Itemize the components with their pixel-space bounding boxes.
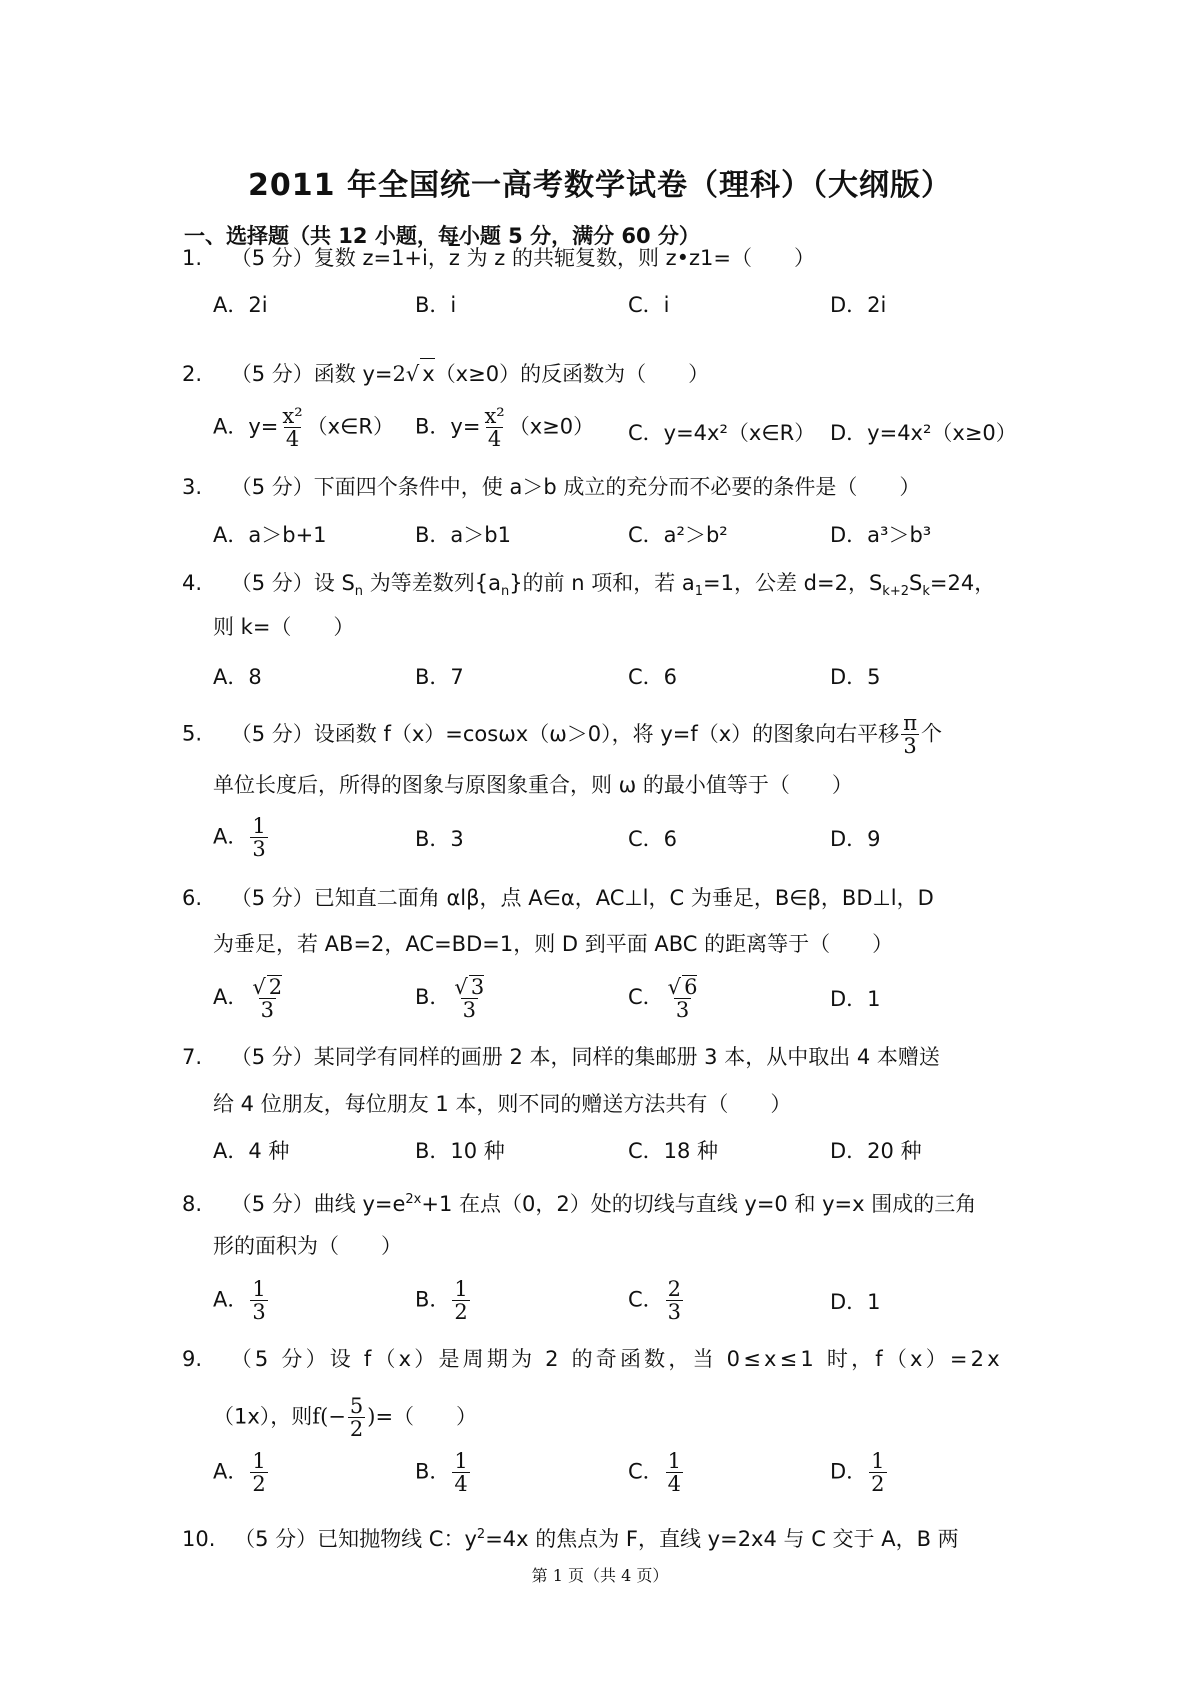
option-b: B．a＞b﻿1: [415, 523, 511, 547]
option-d: D． $\frac{1}{2}$: [830, 1449, 885, 1496]
option-a: A．8: [213, 665, 262, 689]
fraction: $\frac{√ 3}{3}$: [454, 975, 485, 1022]
fraction: $\frac{1}{3}$: [252, 814, 266, 861]
question-number: 3.: [182, 475, 203, 499]
question-number: 7.: [182, 1045, 203, 1069]
question-text: （5 分）已知直二面角 α﻿l﻿β，点 A∈α，AC⊥l，C 为垂足，B∈β，BD⊥l，D: [230, 886, 934, 910]
option-a: A． $\frac{√ 2}{3}$: [213, 975, 283, 1022]
option-a: A．a＞b+1: [213, 523, 327, 547]
question-number: 2.: [182, 362, 203, 386]
fraction: $\frac{\text{x²}}{4}$: [282, 404, 303, 451]
option-a: A．﻿ $\frac{1}{2}$: [213, 1449, 266, 1496]
question-text: （5 分）设函数 f（x）=cosωx（ω＞0），将 y=f（x）的图象向右平移: [230, 721, 900, 746]
question-text: （5 分）某同学有同样的画册 2 本，同样的集邮册 3 本，从中取出 4 本赠送: [230, 1045, 940, 1069]
fraction: $\frac{1}{2}$: [871, 1449, 885, 1496]
question-8: 8. （5 分）曲线 y=e﻿$^{2x}$+1 在点（0，2）处的切线与直线 y=0 和 y=x 围成的三角: [182, 1192, 977, 1216]
option-c: C．6: [628, 827, 678, 851]
option-d: D．1: [830, 1290, 881, 1314]
option-d: D．y=4x²（x≥0）: [830, 421, 1017, 445]
option-b: B．10 种: [415, 1139, 505, 1163]
question-3: [182, 472, 920, 502]
question-number: 9.: [182, 1347, 203, 1371]
option-d: D．20 种: [830, 1139, 922, 1163]
question-number: 10.: [182, 1527, 216, 1551]
fraction: $\frac{1}{4}$: [667, 1449, 682, 1496]
sqrt-coef: 2: [392, 362, 406, 386]
option-a: A． $\frac{1}{3}$: [213, 1277, 266, 1324]
question-text: （1﻿x），则f(− $\frac{5}{2}$ )=（ ）: [213, 1394, 478, 1441]
option-c: C．y=4x²（x∈R）: [628, 421, 816, 445]
question-number: 1.: [182, 246, 203, 270]
option-d: D．2i: [830, 293, 887, 317]
question-text: （5 分）设 f（x）是周期为 2 的奇函数，当 0≤x≤1 时，f（x）=2x: [230, 1347, 1003, 1371]
option-d: D．a³＞b³: [830, 523, 932, 547]
option-b: B．﻿i: [415, 293, 457, 317]
page-footer: 第 1 页（共 4 页）: [531, 1566, 669, 1585]
question-text: （5 分）下面四个条件中，使 a＞b 成立的充分而不必要的条件是（ ）: [230, 475, 921, 499]
option-d: D．9: [830, 827, 881, 851]
option-a: A．y= $\frac{\text{x²}}{4}$ （x∈R）: [213, 404, 394, 451]
option-a: A．﻿2i: [213, 293, 268, 317]
question-9: [182, 1344, 1003, 1374]
question-number: 4.: [182, 571, 203, 595]
option-c: C． $\frac{2}{3}$: [628, 1277, 682, 1324]
question-5: 5. （5 分）设函数 f（x）=cosωx（ω＞0），将 y=f（x）的图象向右平移 $\frac{\pi}{3}$ 个: [182, 711, 942, 758]
option-d: D．1: [830, 987, 881, 1011]
option-b: B．7: [415, 665, 464, 689]
question-number: 5.: [182, 721, 203, 746]
option-c: C．i: [628, 293, 670, 317]
z-conjugate: $\overline{z}$: [448, 246, 460, 270]
fraction: $\frac{1}{3}$: [252, 1277, 266, 1324]
sqrt-arg: x: [420, 358, 434, 389]
option-d: D．5: [830, 665, 881, 689]
option-c: C． $\frac{√ 6}{3}$: [628, 975, 698, 1022]
option-b: B．y= $\frac{\text{x²}}{4}$ （x≥0）: [415, 404, 595, 451]
fraction: $\frac{1}{2}$: [252, 1449, 266, 1496]
question-7: [182, 1042, 940, 1072]
fraction: $\frac{2}{3}$: [667, 1277, 682, 1324]
question-text: （5 分）复数 z=1+i，: [230, 246, 449, 270]
question-text: （5 分）函数 y=: [230, 362, 393, 386]
option-a: A．4 种: [213, 1139, 290, 1163]
fraction: $\frac{√ 6}{3}$: [667, 975, 698, 1022]
fraction: $\frac{\text{x²}}{4}$: [484, 404, 505, 451]
section-heading: 一、选择题（共 12 小题，每小题 5 分，满分 60 分）: [184, 224, 700, 248]
option-b: B．3: [415, 827, 464, 851]
question-10: 10. （5 分）已知抛物线 C：$y^2=4x$ 的焦点为 F，直线 y=2x﻿4 与 C 交于 A，B 两: [182, 1527, 959, 1551]
question-text: 为 z 的共轭复数，则 z•: [459, 246, 690, 270]
fraction: $\frac{1}{2}$: [454, 1277, 468, 1324]
question-2: 2. （5 分）函数 y=2√ x（x≥0）的反函数为（ ）: [182, 358, 709, 389]
question-text: （x≥0）的反函数为（ ）: [434, 362, 710, 386]
fraction: $\frac{1}{4}$: [454, 1449, 468, 1496]
question-4: 4. （5 分）设 $S_n$ 为等差数列$\{a_n\}$的前 n 项和，若 $a_1=1$，公差 d=2，$S_{k+2}﻿S_k=24$，: [182, 571, 996, 600]
fraction: $\frac{\pi}{3}$: [903, 711, 917, 758]
fraction: $\frac{√ 2}{3}$: [252, 975, 283, 1022]
question-6: [182, 883, 934, 913]
option-b: B． $\frac{1}{2}$: [415, 1277, 468, 1324]
option-c: C．18 种: [628, 1139, 719, 1163]
option-b: B． $\frac{√ 3}{3}$: [415, 975, 485, 1022]
option-c: C．a²＞b²: [628, 523, 728, 547]
question-number: 8.: [182, 1192, 203, 1216]
question-text: 单位长度后，所得的图象与原图象重合，则 ω 的最小值等于（ ）: [213, 773, 853, 797]
option-a: A． $\frac{1}{3}$: [213, 814, 266, 861]
option-b: B．﻿ $\frac{1}{4}$: [415, 1449, 468, 1496]
option-c: C．6: [628, 665, 678, 689]
page-title: 2011 年全国统一高考数学试卷（理科）（大纲版）: [248, 168, 952, 203]
question-text: 则 k=（ ）: [213, 615, 355, 639]
question-text: 为垂足，若 AB=2，AC=BD=1，则 D 到平面 ABC 的距离等于（ ）: [213, 932, 894, 956]
question-text: 形的面积为（ ）: [213, 1234, 402, 1258]
question-text: 给 4 位朋友，每位朋友 1 本，则不同的赠送方法共有（ ）: [213, 1092, 792, 1116]
question-text: z﻿1=（ ）: [689, 246, 816, 270]
question-1: [182, 243, 815, 273]
option-c: C． $\frac{1}{4}$: [628, 1449, 682, 1496]
question-number: 6.: [182, 886, 203, 910]
fraction: $\frac{5}{2}$: [349, 1394, 364, 1441]
